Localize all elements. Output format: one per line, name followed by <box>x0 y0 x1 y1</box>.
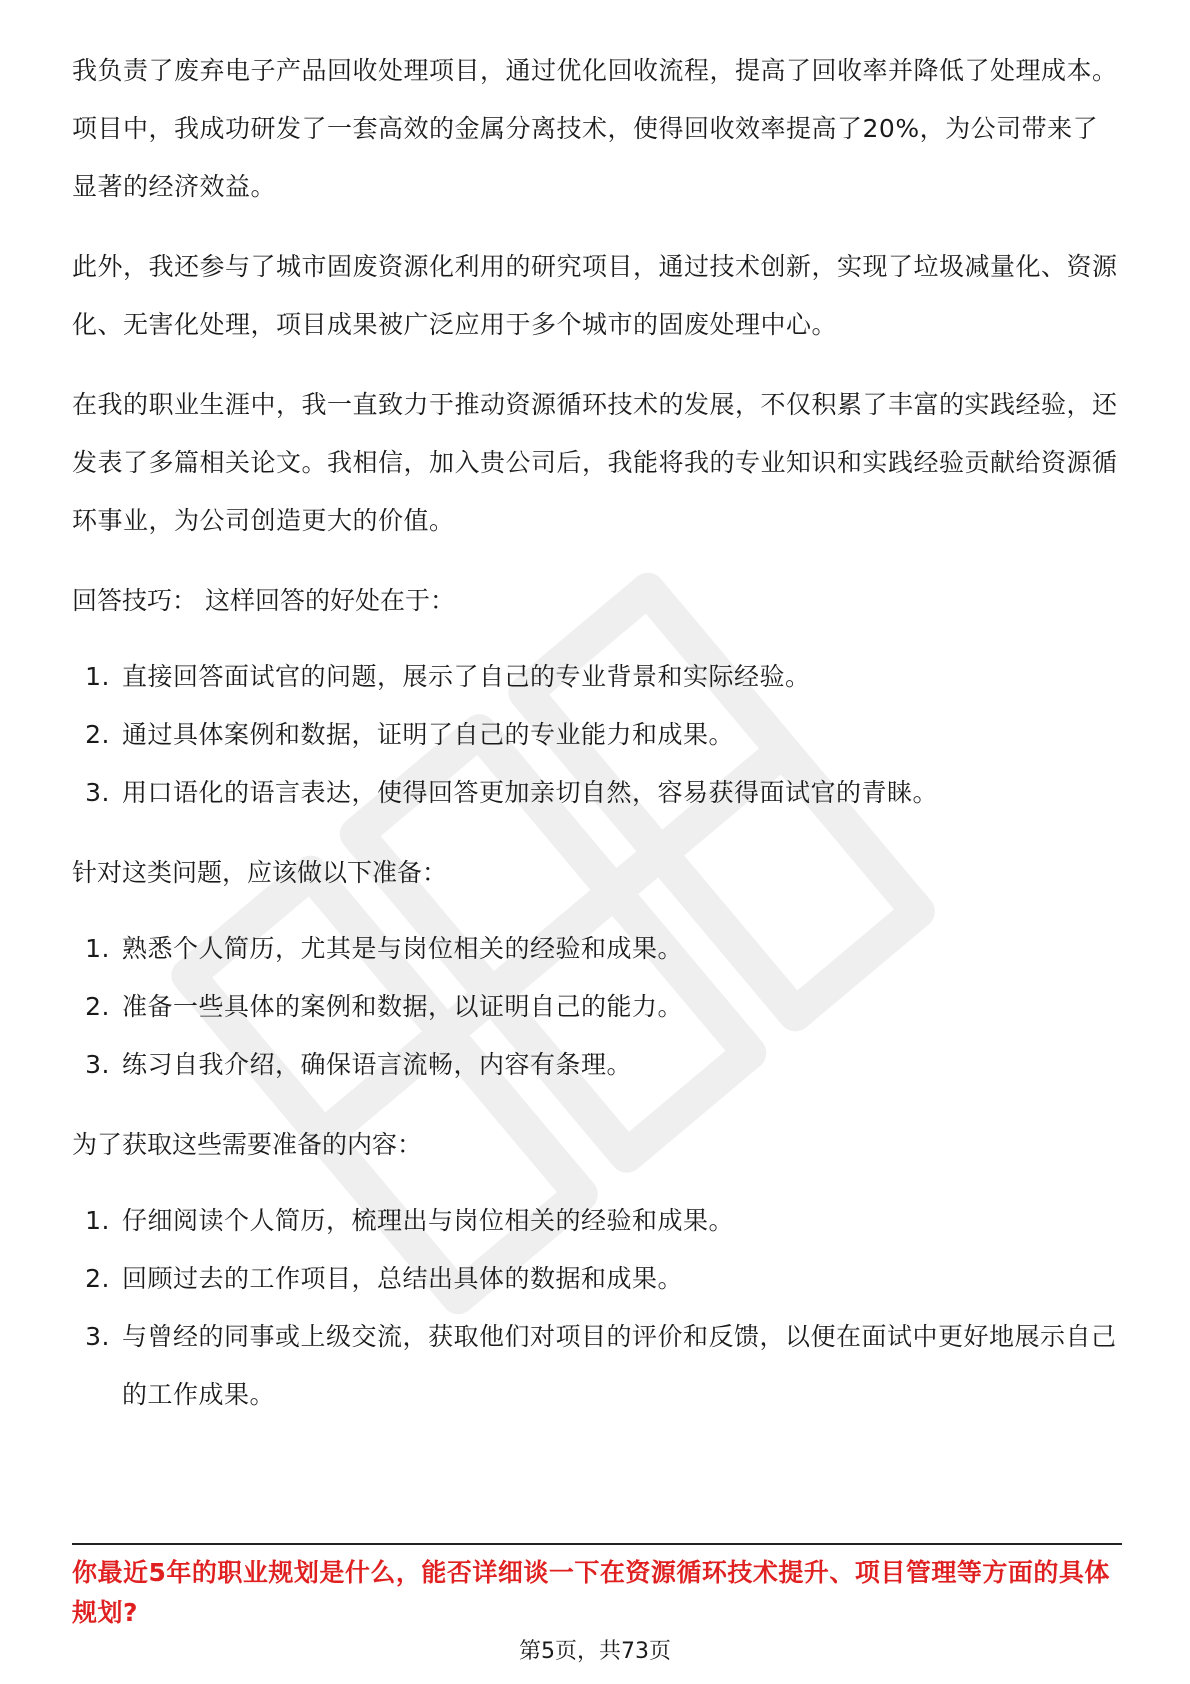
paragraph-project-recycling: 我负责了废弃电子产品回收处理项目，通过优化回收流程，提高了回收率并降低了处理成本。项目中，我成功研发了一套高效的金属分离技术，使得回收效率提高了20%，为公司带来了显著的经济效益。 <box>72 56 1118 201</box>
list-number: 2. <box>85 1264 110 1293</box>
prepare-list <box>72 920 1122 1094</box>
section-divider <box>72 1543 1122 1545</box>
list-number: 2. <box>85 720 110 749</box>
page-footer: 第5页，共73页 <box>519 1639 671 1664</box>
list-item <box>72 1192 1122 1250</box>
list-number: 3. <box>85 1050 110 1079</box>
obtain-list <box>72 1192 1122 1424</box>
main-content <box>72 42 1122 1446</box>
list-item <box>72 706 1122 764</box>
obtain-heading: 为了获取这些需要准备的内容： <box>72 1130 423 1159</box>
list-item <box>72 648 1122 706</box>
paragraph-career: 在我的职业生涯中，我一直致力于推动资源循环技术的发展，不仅积累了丰富的实践经验，还发表了多篇相关论文。我相信，加入贵公司后，我能将我的专业知识和实践经验贡献给资源循环事业，为公司创造更大的价值。 <box>72 390 1118 535</box>
list-number: 1. <box>85 662 110 691</box>
list-number: 2. <box>85 992 110 1021</box>
list-number: 1. <box>85 1206 110 1235</box>
list-text: 练习自我介绍，确保语言流畅，内容有条理。 <box>122 1050 633 1079</box>
list-number: 3. <box>85 778 110 807</box>
list-text: 与曾经的同事或上级交流，获取他们对项目的评价和反馈，以便在面试中更好地展示自己的工作成果。 <box>122 1322 1117 1409</box>
next-question-heading: 你最近5年的职业规划是什么，能否详细谈一下在资源循环技术提升、项目管理等方面的具体规划? <box>72 1558 1110 1627</box>
list-item <box>72 920 1122 978</box>
list-item <box>72 764 1122 822</box>
list-item <box>72 1250 1122 1308</box>
list-text: 回顾过去的工作项目，总结出具体的数据和成果。 <box>122 1264 684 1293</box>
list-text: 直接回答面试官的问题，展示了自己的专业背景和实际经验。 <box>122 662 811 691</box>
list-number: 3. <box>85 1322 110 1351</box>
list-item <box>72 978 1122 1036</box>
list-text: 通过具体案例和数据，证明了自己的专业能力和成果。 <box>122 720 735 749</box>
prepare-heading: 针对这类问题，应该做以下准备： <box>72 858 448 887</box>
tips-heading: 回答技巧： 这样回答的好处在于： <box>72 586 455 615</box>
list-text: 用口语化的语言表达，使得回答更加亲切自然，容易获得面试官的青睐。 <box>122 778 939 807</box>
list-text: 仔细阅读个人简历，梳理出与岗位相关的经验和成果。 <box>122 1206 735 1235</box>
list-text: 准备一些具体的案例和数据，以证明自己的能力。 <box>122 992 684 1021</box>
list-item <box>72 1036 1122 1094</box>
list-number: 1. <box>85 934 110 963</box>
paragraph-urban-waste: 此外，我还参与了城市固废资源化利用的研究项目，通过技术创新，实现了垃圾减量化、资源化、无害化处理，项目成果被广泛应用于多个城市的固废处理中心。 <box>72 252 1118 339</box>
list-item <box>72 1308 1122 1424</box>
tips-list <box>72 648 1122 822</box>
list-text: 熟悉个人简历，尤其是与岗位相关的经验和成果。 <box>122 934 684 963</box>
